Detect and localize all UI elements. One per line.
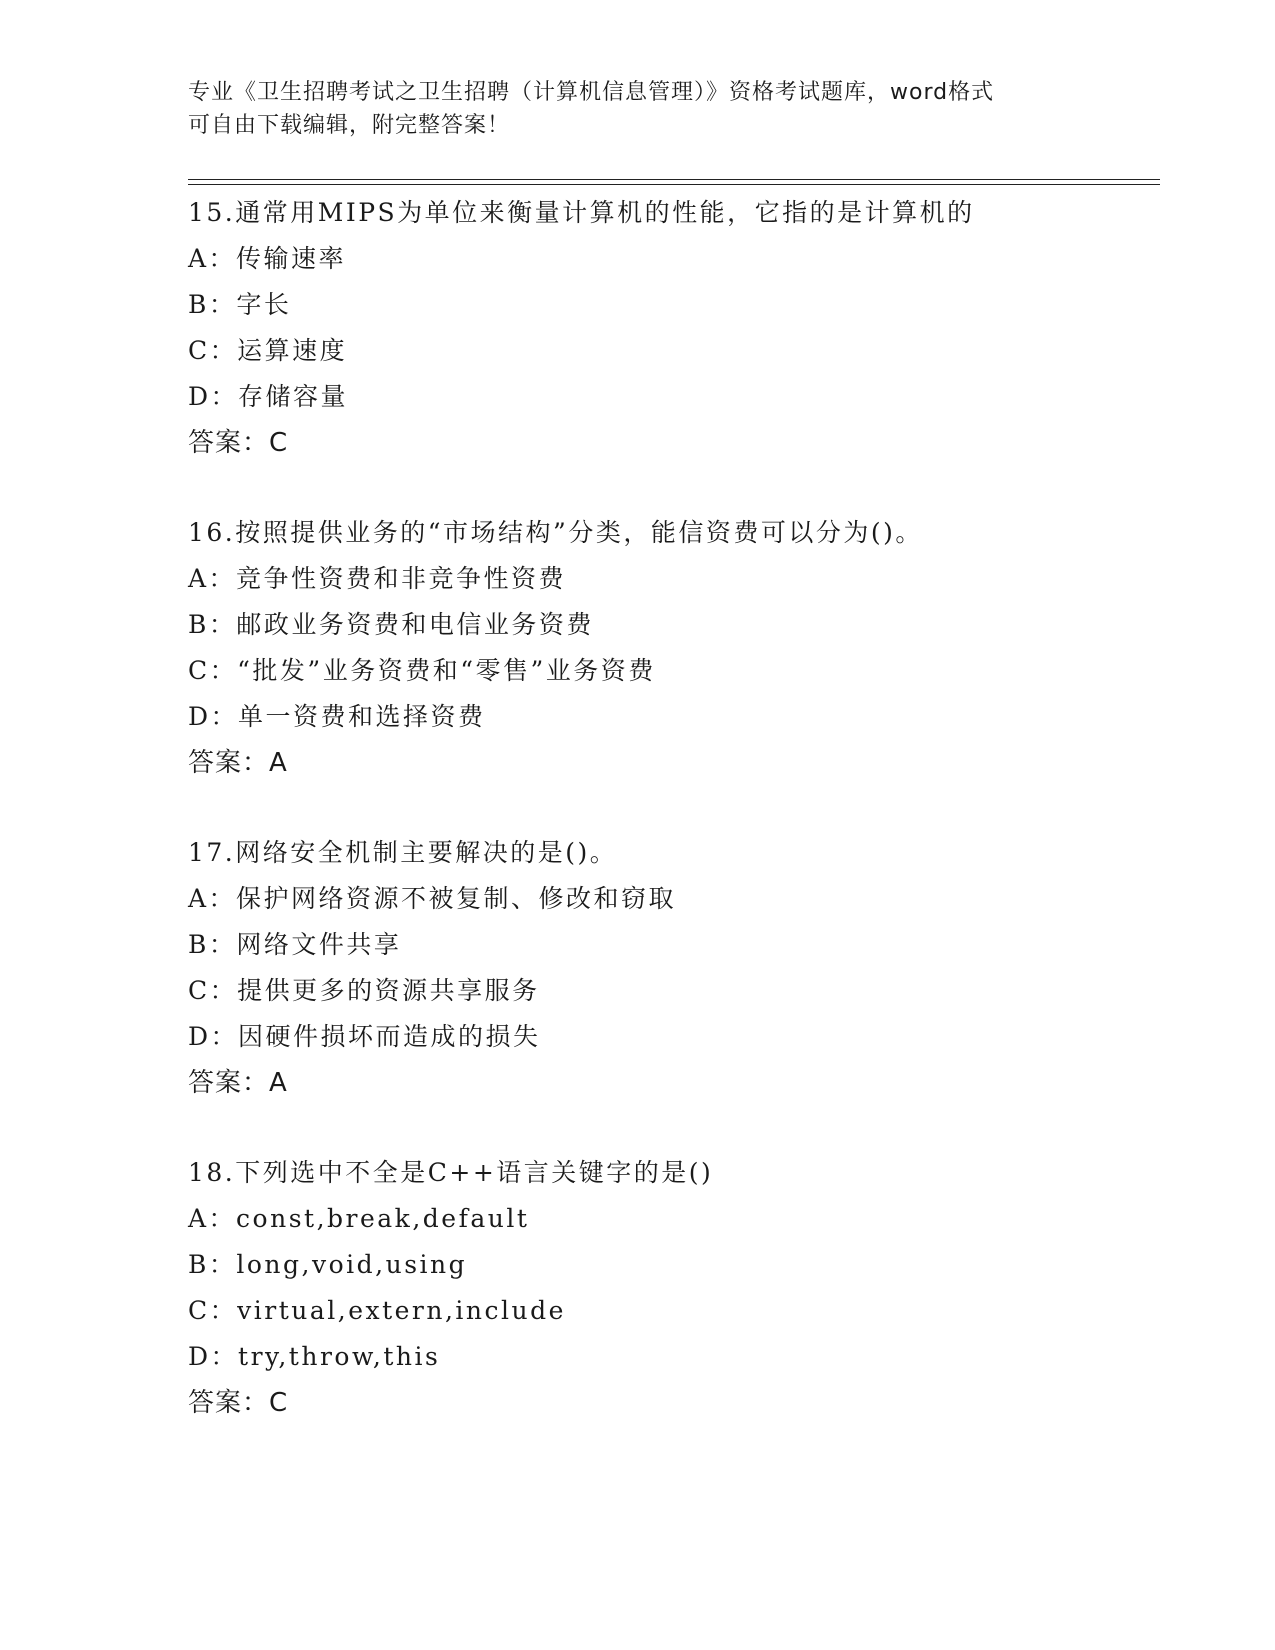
option-a: A：const,break,default (188, 1204, 530, 1233)
question-18 (188, 1150, 1168, 1426)
question-15 (188, 190, 1168, 466)
question-16 (188, 510, 1168, 786)
option-b: B：网络文件共享 (188, 930, 402, 959)
option-d: D：try,throw,this (188, 1342, 441, 1371)
option-c: C：virtual,extern,include (188, 1296, 566, 1325)
header-line-2: 可自由下载编辑，附完整答案！ (188, 113, 511, 138)
option-c: C：运算速度 (188, 336, 348, 365)
question-stem: 18.下列选中不全是C++语言关键字的是() (188, 1158, 714, 1187)
answer: 答案：A (188, 748, 288, 778)
question-stem: 17.网络安全机制主要解决的是()。 (188, 838, 618, 867)
option-c: C：“批发”业务资费和“零售”业务资费 (188, 656, 656, 685)
header-divider-top (188, 179, 1160, 180)
option-d: D：单一资费和选择资费 (188, 702, 486, 731)
question-stem: 15.通常用MIPS为单位来衡量计算机的性能，它指的是计算机的 (188, 198, 975, 227)
question-17 (188, 830, 1168, 1106)
answer: 答案：A (188, 1068, 288, 1098)
answer: 答案：C (188, 1388, 289, 1418)
header-divider-bottom (188, 184, 1160, 185)
document-header (188, 76, 1088, 142)
option-b: B：邮政业务资费和电信业务资费 (188, 610, 594, 639)
answer: 答案：C (188, 428, 289, 458)
option-a: A：保护网络资源不被复制、修改和窃取 (188, 884, 677, 913)
option-b: B：字长 (188, 290, 292, 319)
option-d: D：存储容量 (188, 382, 349, 411)
option-a: A：竞争性资费和非竞争性资费 (188, 564, 567, 593)
option-a: A：传输速率 (188, 244, 347, 273)
question-stem: 16.按照提供业务的“市场结构”分类，能信资费可以分为()。 (188, 518, 923, 547)
option-b: B：long,void,using (188, 1250, 468, 1279)
option-c: C：提供更多的资源共享服务 (188, 976, 540, 1005)
option-d: D：因硬件损坏而造成的损失 (188, 1022, 541, 1051)
header-line-1: 专业《卫生招聘考试之卫生招聘（计算机信息管理）》资格考试题库，word格式 (188, 80, 995, 105)
